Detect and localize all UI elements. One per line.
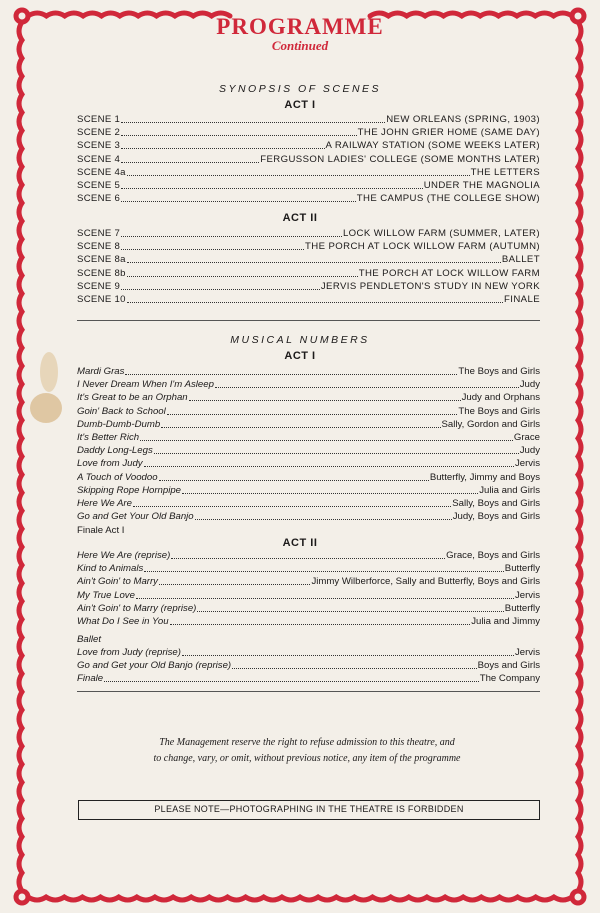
section-divider — [77, 691, 540, 692]
song-row-label: Here We Are (reprise) — [77, 550, 171, 561]
scene-row-label: SCENE 8a — [77, 254, 126, 266]
scene-row-value: BALLET — [501, 254, 540, 266]
section-divider — [77, 320, 540, 321]
song-row — [77, 497, 540, 510]
song-row-label: Here We Are — [77, 497, 132, 509]
song-row-label: Go and Get Your Old Banjo — [77, 511, 194, 523]
song-row — [77, 418, 540, 431]
scene-row-label: SCENE 9 — [77, 280, 121, 292]
dot-leader — [127, 253, 501, 263]
song-row-label: Finale — [77, 673, 104, 685]
dot-leader — [121, 227, 342, 237]
photography-notice-box: PLEASE NOTE—PHOTOGRAPHING IN THE THEATRE IS FORBIDDEN — [78, 800, 540, 820]
scene-row-value: FINALE — [504, 293, 540, 305]
dot-leader — [182, 484, 478, 494]
song-row-value: Judy — [519, 379, 540, 391]
song-row-label: Mardi Gras — [77, 366, 125, 377]
dot-leader — [154, 444, 519, 454]
dot-leader — [171, 549, 445, 559]
song-row-value: Butterfly — [504, 602, 540, 614]
dot-leader — [232, 659, 477, 669]
musical-act1-heading: ACT I — [284, 350, 316, 362]
song-row — [77, 510, 540, 523]
musical-act2b-list — [77, 646, 540, 686]
scene-row-label: SCENE 10 — [77, 293, 126, 305]
dot-leader — [136, 589, 514, 599]
page-title: PROGRAMME — [216, 14, 384, 39]
scene-row-value: LOCK WILLOW FARM (SUMMER, LATER) — [342, 228, 540, 239]
paper-stain — [30, 393, 62, 423]
dot-leader — [121, 153, 259, 163]
scene-row-value: NEW ORLEANS (SPRING, 1903) — [386, 114, 540, 125]
song-row-label: Goin' Back to School — [77, 405, 166, 417]
finale-act1-line — [77, 524, 540, 537]
song-row-label: Ain't Goin' to Marry (reprise) — [77, 602, 197, 614]
song-row-value: Julia and Jimmy — [471, 615, 540, 627]
song-row — [77, 365, 540, 378]
dot-leader — [121, 126, 356, 136]
song-row — [77, 405, 540, 418]
dot-leader — [215, 378, 519, 388]
ballet-label: Ballet — [77, 634, 101, 645]
dot-leader — [195, 510, 452, 520]
dot-leader — [121, 179, 423, 189]
ribbon-edge — [28, 897, 572, 900]
dot-leader — [121, 240, 304, 250]
dot-leader — [197, 602, 503, 612]
song-row-value: Grace, Boys and Girls — [446, 550, 540, 561]
synopsis-act1-heading: ACT I — [284, 99, 316, 111]
musical-act1-list — [77, 365, 540, 523]
song-row-value: Judy and Orphans — [461, 392, 540, 404]
scene-row-value: THE PORCH AT LOCK WILLOW FARM (AUTUMN) — [305, 241, 540, 253]
scene-row — [77, 227, 540, 240]
scene-row-label: SCENE 7 — [77, 228, 121, 239]
scene-row-value: THE PORCH AT LOCK WILLOW FARM — [358, 267, 540, 279]
synopsis-act2-heading: ACT II — [282, 212, 318, 224]
song-row-value: Judy — [519, 445, 540, 457]
dot-leader — [159, 471, 429, 481]
dot-leader — [121, 192, 356, 202]
scene-row-label: SCENE 1 — [77, 114, 121, 125]
song-row — [77, 589, 540, 602]
synopsis-heading: SYNOPSIS OF SCENES — [218, 83, 382, 95]
song-row-value: Jimmy Wilberforce, Sally and Butterfly, Boys and Girls — [311, 576, 540, 588]
page-subtitle: Continued — [271, 38, 329, 53]
management-notice — [92, 735, 522, 767]
scene-row — [77, 179, 540, 192]
dot-leader — [127, 267, 358, 277]
musical-act2-list — [77, 549, 540, 628]
scene-row-label: SCENE 3 — [77, 140, 121, 152]
song-row-label: Love from Judy — [77, 458, 143, 470]
song-row-value: Sally, Gordon and Girls — [441, 418, 540, 430]
scene-row-label: SCENE 6 — [77, 193, 121, 205]
scene-row-label: SCENE 5 — [77, 179, 121, 191]
song-row — [77, 562, 540, 575]
ballet-line — [77, 633, 540, 646]
song-row-label: A Touch of Voodoo — [77, 471, 158, 483]
scene-row — [77, 267, 540, 280]
song-row-value: Judy, Boys and Girls — [452, 511, 540, 523]
song-row — [77, 602, 540, 615]
song-row — [77, 646, 540, 659]
scene-row-value: THE JOHN GRIER HOME (SAME DAY) — [357, 127, 540, 139]
song-row-value: The Company — [479, 673, 540, 685]
song-row-label: I Never Dream When I'm Asleep — [77, 379, 214, 391]
song-row — [77, 484, 540, 497]
song-row-label: Go and Get your Old Banjo (reprise) — [77, 660, 232, 672]
scene-row — [77, 280, 540, 293]
song-row — [77, 431, 540, 444]
song-row — [77, 575, 540, 588]
dot-leader — [121, 280, 320, 290]
dot-leader — [182, 646, 514, 656]
ribbon-corner — [16, 891, 28, 903]
song-row-value: The Boys and Girls — [458, 405, 540, 417]
song-row-label: Daddy Long-Legs — [77, 445, 153, 457]
song-row-label: Love from Judy (reprise) — [77, 647, 181, 658]
song-row-label: It's Great to be an Orphan — [77, 392, 188, 404]
dot-leader — [121, 139, 324, 149]
scene-row-value: JERVIS PENDLETON'S STUDY IN NEW YORK — [320, 280, 540, 292]
synopsis-act2-list — [77, 227, 540, 306]
scene-row-label: SCENE 2 — [77, 127, 121, 139]
scene-row-value: FERGUSSON LADIES' COLLEGE (SOME MONTHS LATER) — [260, 153, 540, 165]
dot-leader — [121, 113, 385, 123]
song-row-value: Boys and Girls — [477, 660, 540, 672]
song-row-value: Grace — [513, 431, 540, 443]
song-row-label: What Do I See in You — [77, 615, 169, 627]
musical-numbers-heading: MUSICAL NUMBERS — [230, 334, 370, 346]
scene-row — [77, 293, 540, 306]
song-row-value: Jervis — [514, 589, 540, 601]
dot-leader — [161, 418, 440, 428]
management-notice-line1: The Management reserve the right to refuse admission to this theatre, and — [159, 737, 455, 748]
dot-leader — [125, 365, 457, 375]
song-row-label: Dumb-Dumb-Dumb — [77, 418, 161, 430]
song-row-value: The Boys and Girls — [458, 366, 540, 377]
dot-leader — [144, 457, 514, 467]
scene-row — [77, 139, 540, 152]
song-row-value: Butterfly, Jimmy and Boys — [429, 471, 540, 483]
management-notice-line2: to change, vary, or omit, without previous notice, any item of the programme — [153, 753, 461, 764]
scene-row — [77, 240, 540, 253]
song-row-value: Sally, Boys and Girls — [452, 497, 540, 509]
dot-leader — [167, 405, 458, 415]
song-row — [77, 457, 540, 470]
scene-row — [77, 113, 540, 126]
song-row-label: It's Better Rich — [77, 431, 140, 443]
scene-row-label: SCENE 8 — [77, 241, 121, 253]
song-row — [77, 444, 540, 457]
scene-row-value: THE LETTERS — [470, 166, 540, 178]
song-row-label: Skipping Rope Hornpipe — [77, 484, 181, 496]
synopsis-act1-list — [77, 113, 540, 205]
song-row-value: Butterfly — [504, 563, 540, 575]
song-row — [77, 659, 540, 672]
scene-row-label: SCENE 8b — [77, 267, 126, 279]
ribbon-edge — [19, 22, 22, 891]
scene-row — [77, 126, 540, 139]
scene-row — [77, 166, 540, 179]
scene-row-value: UNDER THE MAGNOLIA — [423, 179, 540, 191]
dot-leader — [133, 497, 451, 507]
musical-act2-heading: ACT II — [282, 537, 318, 549]
scene-row-label: SCENE 4a — [77, 166, 126, 178]
dot-leader — [127, 166, 470, 176]
song-row — [77, 378, 540, 391]
scene-row — [77, 253, 540, 266]
song-row-value: Jervis — [514, 458, 540, 470]
song-row — [77, 471, 540, 484]
dot-leader — [104, 672, 479, 682]
scene-row — [77, 153, 540, 166]
song-row-value: Jervis — [514, 647, 540, 658]
dot-leader — [170, 615, 471, 625]
song-row — [77, 549, 540, 562]
song-row — [77, 615, 540, 628]
dot-leader — [144, 562, 503, 572]
song-row-label: Ain't Goin' to Marry — [77, 576, 158, 588]
song-row — [77, 391, 540, 404]
song-row-label: Kind to Animals — [77, 563, 144, 575]
ribbon-edge — [578, 22, 581, 891]
ribbon-corner — [572, 891, 584, 903]
dot-leader — [189, 391, 461, 401]
dot-leader — [127, 293, 503, 303]
song-row-label: My True Love — [77, 589, 135, 601]
scene-row — [77, 192, 540, 205]
dot-leader — [140, 431, 513, 441]
scene-row-value: THE CAMPUS (THE COLLEGE SHOW) — [356, 193, 540, 205]
finale-act1-label: Finale Act I — [77, 525, 125, 536]
song-row — [77, 672, 540, 685]
dot-leader — [159, 575, 310, 585]
song-row-value: Julia and Girls — [479, 484, 540, 496]
scene-row-label: SCENE 4 — [77, 153, 121, 165]
scene-row-value: A RAILWAY STATION (SOME WEEKS LATER) — [325, 140, 540, 152]
